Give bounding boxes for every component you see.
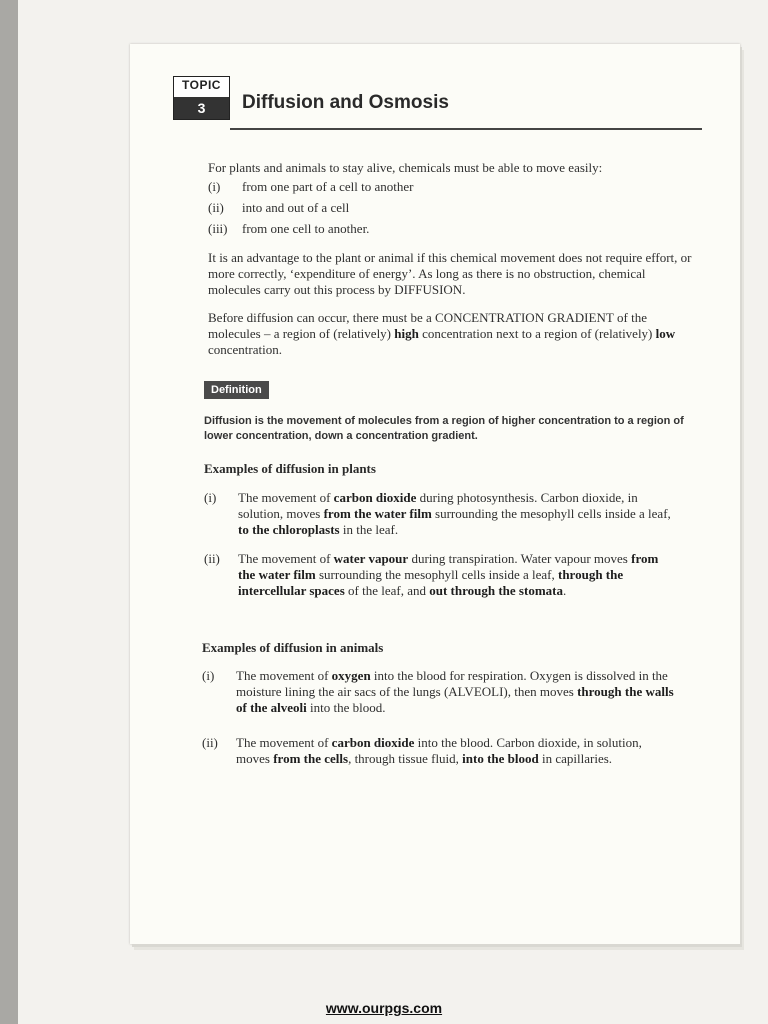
energy-paragraph	[208, 250, 698, 298]
paragraph-text: concentration.	[208, 342, 282, 357]
bold-term: to the chloroplasts	[238, 522, 340, 537]
topic-number: 3	[174, 97, 229, 119]
text-run: , through tissue fluid,	[348, 751, 459, 766]
list-text: into and out of a cell	[242, 200, 350, 215]
bold-term: from the water film	[323, 506, 432, 521]
plants-heading: Examples of diffusion in plants	[204, 461, 376, 476]
intro-paragraph: For plants and animals to stay alive, chemicals must be able to move easily:	[208, 160, 603, 175]
text-run: of the leaf, and	[348, 583, 426, 598]
page-title: Diffusion and Osmosis	[242, 92, 449, 113]
text-run: .	[562, 583, 567, 598]
list-number: (ii)	[204, 551, 220, 566]
animals-heading: Examples of diffusion in animals	[202, 640, 384, 655]
text-run: The movement of	[236, 668, 329, 683]
topic-badge	[173, 76, 230, 120]
term-low: low	[655, 326, 676, 341]
bold-term: through the intercellular spaces	[238, 567, 624, 598]
text-run: surrounding the mesophyll cells inside a leaf,	[318, 567, 555, 582]
paragraph-text: .	[462, 282, 466, 297]
paragraph-text: of the molecules – a region of (relatively)	[208, 310, 647, 341]
text-run: in capillaries.	[542, 751, 613, 766]
paragraph-text: It is an advantage to the plant or animal if this chemical movement does not require effort, or more correctly, ‘expenditure of energy’. As long as there is no obstruction, chemical molecules carry out this process by	[208, 250, 692, 297]
paragraph-text: Before diffusion can occur, there must be a	[208, 310, 432, 325]
list-number: (i)	[202, 668, 215, 683]
text-run: in the leaf.	[342, 522, 399, 537]
list-text: from one cell to another.	[242, 221, 370, 236]
text-run: surrounding the mesophyll cells inside a leaf,	[435, 506, 671, 521]
list-text: from one part of a cell to another	[242, 179, 414, 194]
list-number: (i)	[204, 490, 217, 505]
title-rule	[230, 128, 702, 130]
topic-label: TOPIC	[182, 78, 221, 92]
gradient-paragraph	[208, 310, 698, 358]
text-run: The movement of	[238, 490, 331, 505]
bold-term: from the water film	[238, 551, 659, 582]
term-high: high	[394, 326, 419, 341]
bold-term: from the cells	[273, 751, 349, 766]
list-number: (iii)	[208, 221, 228, 236]
term-alveoli: ALVEOLI	[448, 684, 504, 699]
example-text	[236, 735, 676, 767]
text-run: into the blood for respiration. Oxygen is dissolved in the moisture lining the air sacs of the lungs (	[236, 668, 668, 699]
text-run: The movement of	[236, 735, 329, 750]
text-run: ), then moves	[503, 684, 574, 699]
bold-term: water vapour	[333, 551, 409, 566]
text-run: into the blood.	[310, 700, 386, 715]
bold-term: oxygen	[331, 668, 371, 683]
list-number: (ii)	[208, 200, 224, 215]
paragraph-text: concentration next to a region of (relatively)	[422, 326, 653, 341]
bold-term: through the walls of the alveoli	[236, 684, 674, 715]
bold-term: into the blood	[462, 751, 539, 766]
document-page	[130, 44, 740, 944]
footer-url[interactable]: www.ourpgs.com	[325, 1000, 443, 1016]
bold-term: carbon dioxide	[331, 735, 415, 750]
definition-text: Diffusion is the movement of molecules from a region of higher concentration to a region of lower concentration, down a concentration gradient.	[204, 415, 684, 442]
scanner-edge	[0, 0, 18, 1024]
text-run: into the blood. Carbon dioxide, in solution, moves	[236, 735, 642, 766]
text-run: during transpiration. Water vapour moves	[411, 551, 628, 566]
example-text	[238, 551, 678, 599]
list-number: (ii)	[202, 735, 218, 750]
list-number: (i)	[208, 179, 221, 194]
bold-term: out through the stomata	[429, 583, 563, 598]
text-run: The movement of	[238, 551, 331, 566]
term-concentration-gradient: CONCENTRATION GRADIENT	[435, 310, 614, 325]
example-text	[236, 668, 676, 716]
bold-term: carbon dioxide	[333, 490, 417, 505]
text-run: during photosynthesis. Carbon dioxide, in solution, moves	[238, 490, 638, 521]
term-diffusion: DIFFUSION	[394, 282, 463, 297]
definition-label: Definition	[204, 381, 269, 399]
example-text	[238, 490, 678, 538]
